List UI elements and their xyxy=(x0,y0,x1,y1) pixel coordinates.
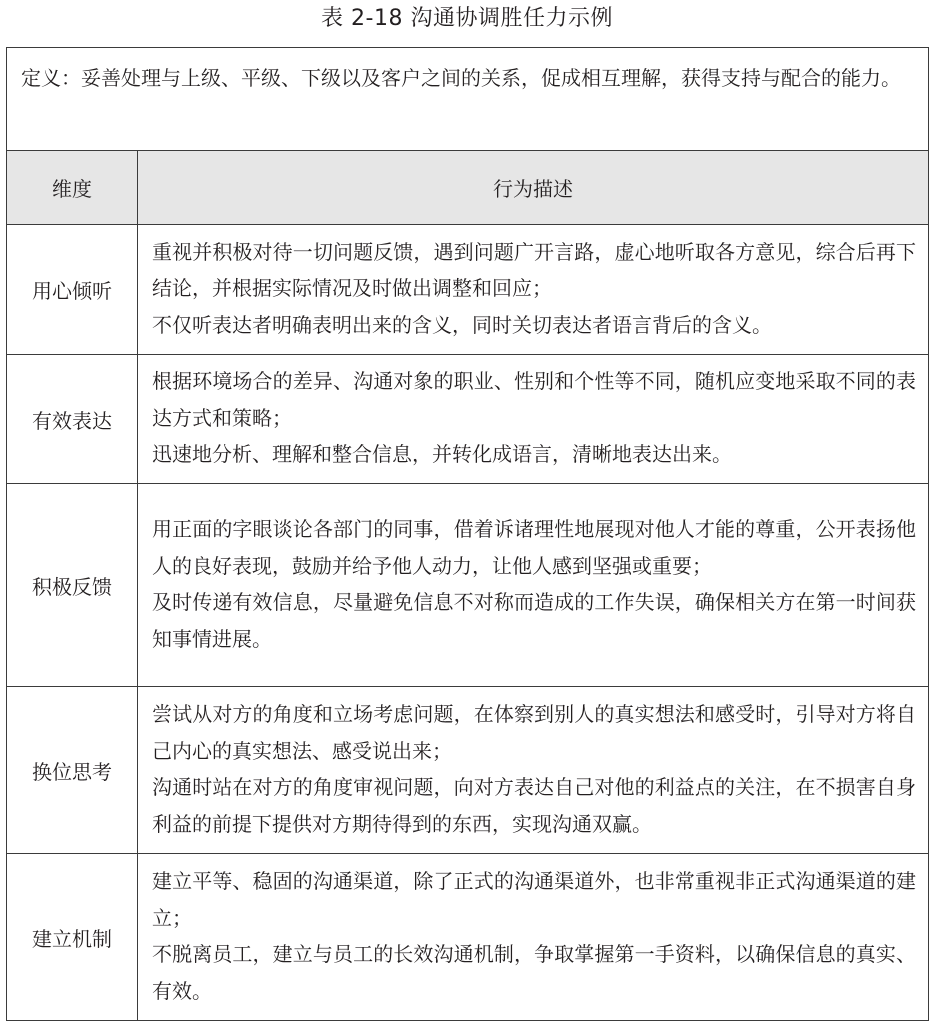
table-title: 表 2-18 沟通协调胜任力示例 xyxy=(321,6,613,31)
behavior-item: 及时传递有效信息，尽量避免信息不对称而造成的工作失误，确保相关方在第一时间获知事情进展。 xyxy=(152,590,916,651)
dimension-cell: 有效表达 xyxy=(7,355,138,484)
definition-text: 定义：妥善处理与上级、平级、下级以及客户之间的关系，促成相互理解，获得支持与配合的能力。 xyxy=(7,48,929,151)
table-row xyxy=(7,484,929,687)
behavior-item: 重视并积极对待一切问题反馈，遇到问题广开言路，虚心地听取各方意见，综合后再下结论，并根据实际情况及时做出调整和回应； xyxy=(152,239,916,301)
definition-row xyxy=(7,48,929,151)
behavior-item: 建立平等、稳固的沟通渠道，除了正式的沟通渠道外，也非常重视非正式沟通渠道的建立； xyxy=(152,869,916,930)
behavior-item: 不仅听表达者明确表明出来的含义，同时关切表达者语言背后的含义。 xyxy=(152,312,772,337)
header-behavior: 行为描述 xyxy=(138,151,929,225)
behavior-cell xyxy=(138,854,929,1021)
behavior-item: 尝试从对方的角度和立场考虑问题，在体察到别人的真实想法和感受时，引导对方将自己内心的真实想法、感受说出来； xyxy=(152,702,916,763)
behavior-cell xyxy=(138,687,929,854)
dimension-cell: 建立机制 xyxy=(7,854,138,1021)
table-row xyxy=(7,225,929,355)
behavior-item: 沟通时站在对方的角度审视问题，向对方表达自己对他的利益点的关注，在不损害自身利益的前提下提供对方期待得到的东西，实现沟通双赢。 xyxy=(152,775,916,836)
dimension-cell: 积极反馈 xyxy=(7,484,138,687)
table-row xyxy=(7,687,929,854)
behavior-cell xyxy=(138,484,929,687)
behavior-cell xyxy=(138,355,929,484)
table-row xyxy=(7,355,929,484)
header-dimension: 维度 xyxy=(7,151,138,225)
dimension-cell: 换位思考 xyxy=(7,687,138,854)
table-row xyxy=(7,854,929,1021)
competency-table xyxy=(6,47,929,1021)
behavior-item: 迅速地分析、理解和整合信息，并转化成语言，清晰地表达出来。 xyxy=(152,442,732,467)
behavior-item: 根据环境场合的差异、沟通对象的职业、性别和个性等不同，随机应变地采取不同的表达方式和策略； xyxy=(152,369,916,430)
behavior-item: 不脱离员工，建立与员工的长效沟通机制，争取掌握第一手资料，以确保信息的真实、有效。 xyxy=(152,942,916,1003)
behavior-cell xyxy=(138,225,929,355)
dimension-cell: 用心倾听 xyxy=(7,225,138,355)
header-row xyxy=(7,151,929,225)
behavior-item: 用正面的字眼谈论各部门的同事，借着诉诸理性地展现对他人才能的尊重，公开表扬他人的良好表现，鼓励并给予他人动力，让他人感到坚强或重要； xyxy=(152,517,916,578)
